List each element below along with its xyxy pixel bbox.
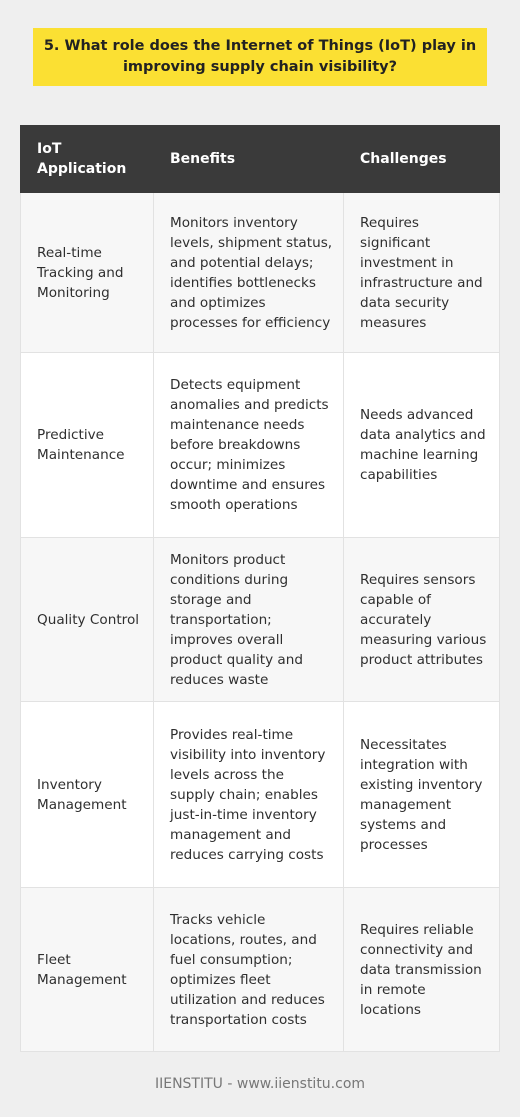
cell-benefits: Tracks vehicle locations, routes, and fuel consumption; optimizes fleet utilization and reduces transportation costs [154,888,344,1052]
table-row [21,353,500,538]
table-row [21,193,500,353]
cell-challenges: Requires reliable connectivity and data transmission in remote locations [344,888,500,1052]
page-title: 5. What role does the Internet of Things (IoT) play in improving supply chain visibility? [33,28,487,86]
cell-application: Fleet Management [21,888,154,1052]
table-row [21,538,500,702]
cell-challenges: Necessitates integration with existing inventory management systems and processes [344,702,500,888]
table-row [21,702,500,888]
cell-benefits: Detects equipment anomalies and predicts maintenance needs before breakdowns occur; minimizes downtime and ensures smooth operations [154,353,344,538]
cell-challenges: Needs advanced data analytics and machine learning capabilities [344,353,500,538]
footer-credit: IIENSTITU - www.iienstitu.com [154,1076,366,1092]
header-benefits: Benefits [154,126,344,193]
cell-challenges: Requires significant investment in infrastructure and data security measures [344,193,500,353]
header-challenges: Challenges [344,126,500,193]
cell-application: Real-time Tracking and Monitoring [21,193,154,353]
table-header-row [21,126,500,193]
cell-application: Predictive Maintenance [21,353,154,538]
cell-application: Quality Control [21,538,154,702]
cell-benefits: Monitors product conditions during storage and transportation; improves overall product quality and reduces waste [154,538,344,702]
cell-benefits: Provides real-time visibility into inventory levels across the supply chain; enables just-in-time inventory management and reduces carrying costs [154,702,344,888]
header-application: IoT Application [21,126,154,193]
cell-challenges: Requires sensors capable of accurately measuring various product attributes [344,538,500,702]
cell-benefits: Monitors inventory levels, shipment status, and potential delays; identifies bottlenecks and optimizes processes for efficiency [154,193,344,353]
cell-application: Inventory Management [21,702,154,888]
iot-table [20,125,500,1052]
table-row [21,888,500,1052]
